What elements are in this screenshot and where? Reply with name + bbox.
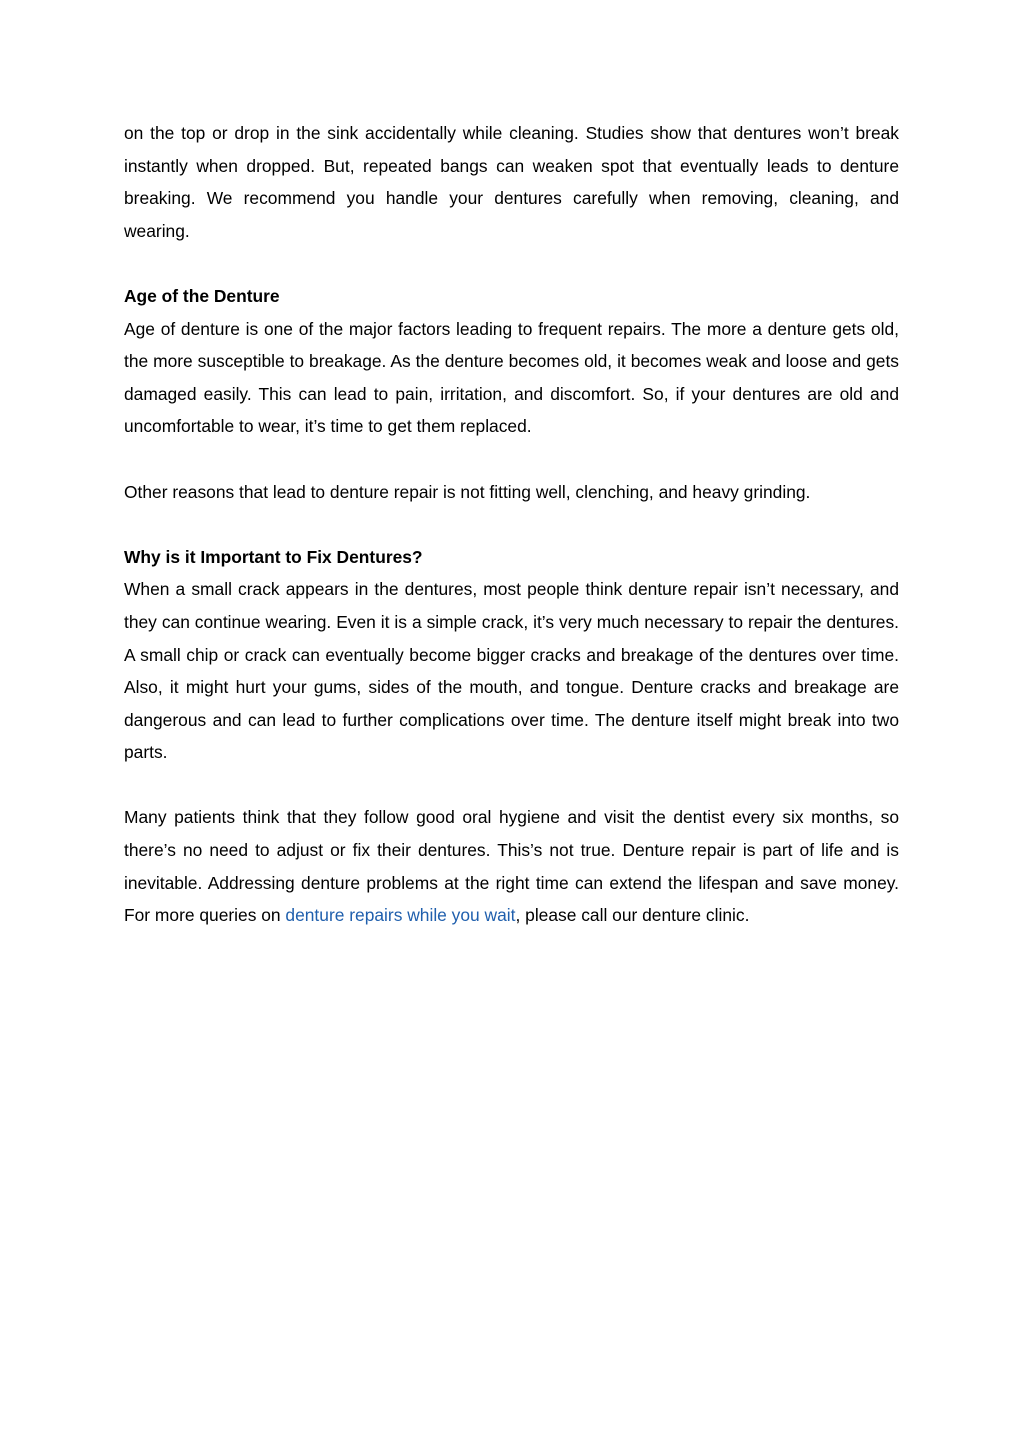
final-paragraph-text-after-link: , please call our denture clinic. — [515, 905, 750, 926]
age-of-denture-heading: Age of the Denture — [124, 285, 280, 306]
age-of-denture-paragraph: Age of denture is one of the major factors leading to frequent repairs. The more a denture gets old, the more susceptible to breakage. As the denture becomes old, it becomes weak and loose and gets damaged easily. This can lead to pain, irritation, and discomfort. So, if your dentures are old and uncomfortable to wear, it’s time to get them replaced. — [124, 318, 899, 437]
paragraph-spacer — [124, 247, 899, 280]
other-reasons-paragraph: Other reasons that lead to denture repair is not fitting well, clenching, and heavy grinding. — [124, 481, 811, 502]
final-paragraph-text-before-link: Many patients think that they follow good oral hygiene and visit the dentist every six months, so there’s no need to adjust or fix their dentures. This’s not true. Denture repair is part of life and is inevitable. Addressing denture problems at the right time can extend the lifespan and save money. For more queries on — [124, 807, 899, 926]
paragraph-spacer — [124, 508, 899, 541]
document-body — [124, 117, 899, 932]
intro-paragraph: on the top or drop in the sink accidentally while cleaning. Studies show that dentures won’t break instantly when dropped. But, repeated bangs can weaken spot that eventually leads to denture breaking. We recommend you handle your dentures carefully when removing, cleaning, and wearing. — [124, 123, 899, 241]
final-paragraph — [124, 801, 899, 931]
why-fix-dentures-paragraph: When a small crack appears in the dentures, most people think denture repair isn’t necessary, and they can continue wearing. Even it is a simple crack, it’s very much necessary to repair the dentures. A small chip or crack can eventually become bigger cracks and breakage of the dentures over time. Also, it might hurt your gums, sides of the mouth, and tongue. Denture cracks and breakage are dangerous and can lead to further complications over time. The denture itself might break into two parts. — [124, 579, 899, 763]
denture-repairs-link[interactable]: denture repairs while you wait — [285, 905, 516, 926]
paragraph-spacer — [124, 769, 899, 802]
paragraph-spacer — [124, 443, 899, 476]
why-fix-dentures-heading: Why is it Important to Fix Dentures? — [124, 546, 423, 567]
